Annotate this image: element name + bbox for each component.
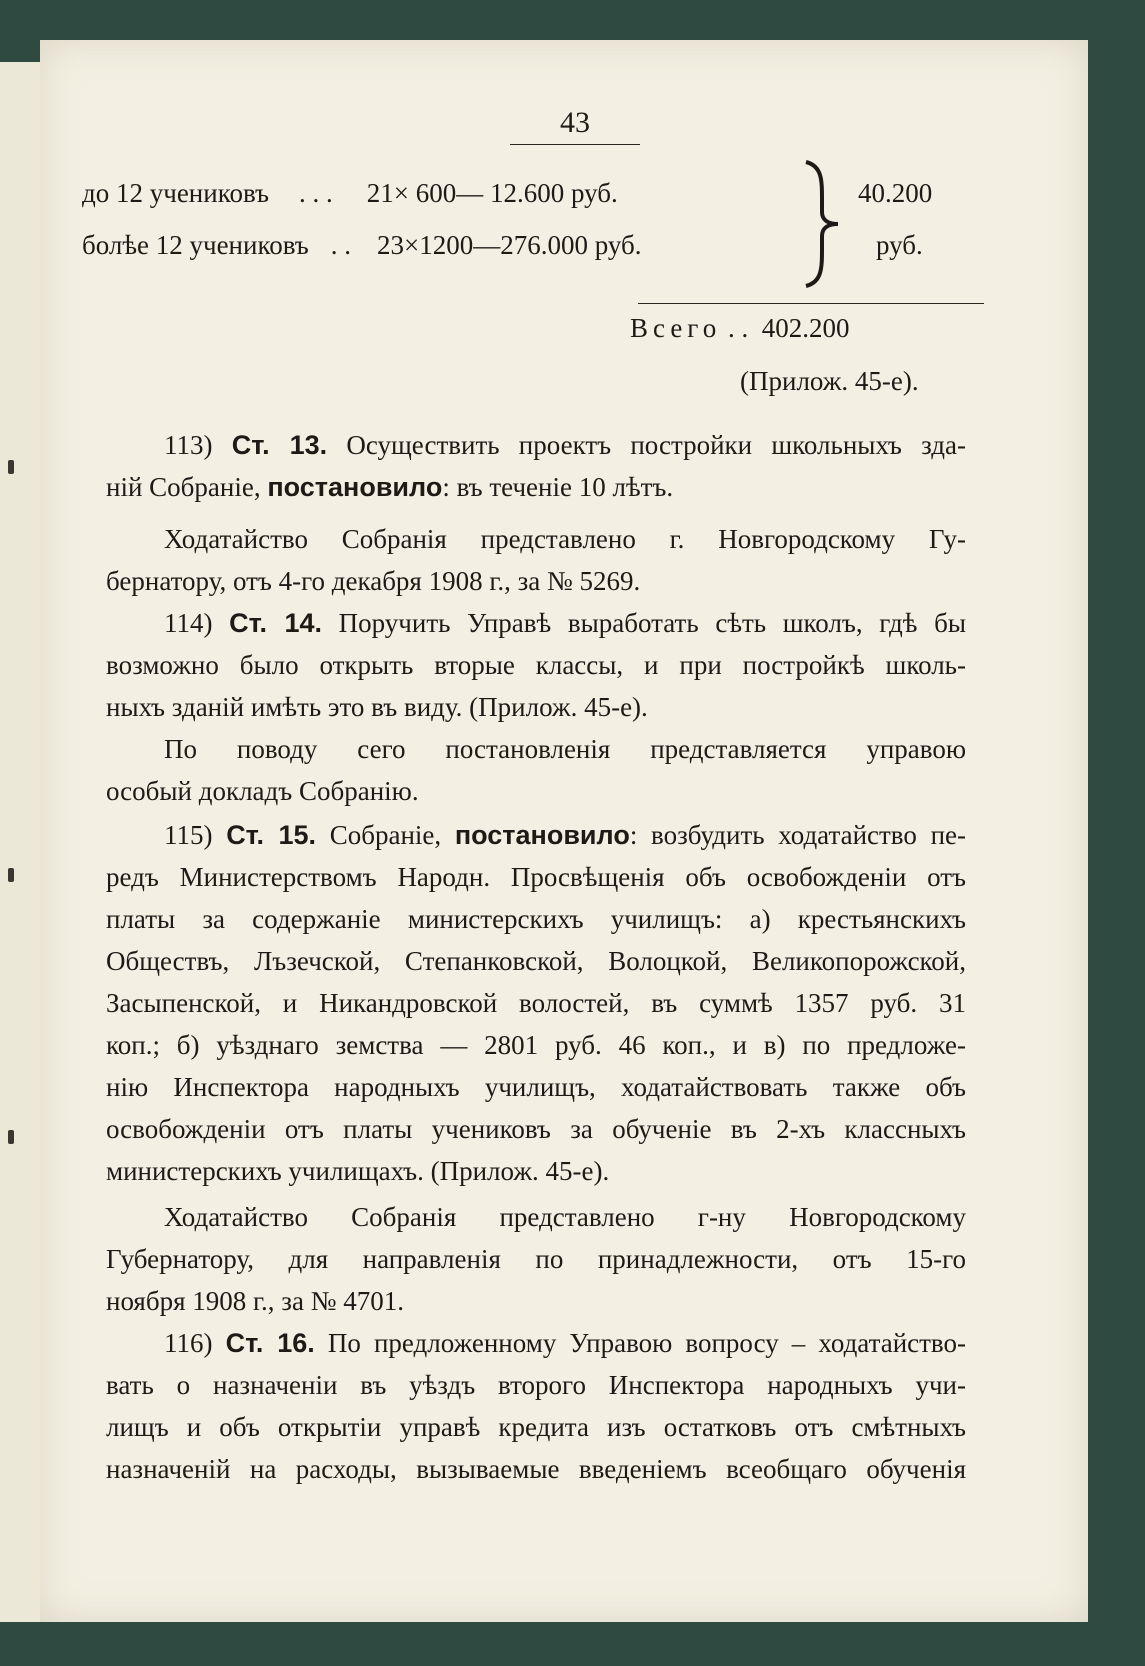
article-ref: Ст. 13. — [231, 430, 328, 460]
binding-mark — [8, 460, 14, 474]
text-line: 114) Ст. 14. Поручить Управѣ выработать сѣть школъ, гдѣ бы — [164, 608, 966, 638]
article-ref: Ст. 14. — [229, 608, 322, 638]
adjacent-page-edge — [0, 62, 42, 1622]
text-line: ныхъ зданій имѣть это въ виду. (Прилож. 45-е). — [106, 692, 648, 722]
total-label: Всего — [630, 313, 722, 343]
row-label: до 12 учениковъ — [82, 178, 269, 208]
text-line: По поводу сего постановленія представляется управою — [164, 734, 966, 764]
text-line: Ходатайство Собранія представлено г. Новгородскому Гу- — [164, 524, 966, 554]
section-113-note — [106, 518, 966, 602]
text-line: Засыпенской, и Никандровской волостей, въ суммѣ 1357 руб. 31 — [106, 988, 966, 1018]
table-row-1 — [82, 178, 618, 209]
section-115-note — [106, 1196, 966, 1322]
text-line: Ходатайство Собранія представлено г-ну Новгородскому — [164, 1202, 966, 1232]
section-115 — [106, 814, 966, 1192]
text-line: 113) Ст. 13. Осуществить проектъ постройки школьныхъ зда- — [164, 430, 966, 460]
section-113 — [106, 424, 966, 508]
text-line: назначеній на расходы, вызываемые введеніемъ всеобщаго обученія — [106, 1454, 966, 1484]
text-line: платы за содержаніе министерскихъ училищъ: а) крестьянскихъ — [106, 904, 966, 934]
subtotal-unit: руб. — [876, 230, 923, 260]
total-dots: . . — [727, 313, 749, 343]
text-line: 116) Ст. 16. По предложенному Управою вопросу – ходатайство- — [164, 1328, 966, 1358]
row-dots: . . . — [298, 178, 333, 208]
text-line: министерскихъ училищахъ. (Прилож. 45-е). — [106, 1156, 610, 1186]
text-line: лищъ и объ открытіи управѣ кредита изъ остатковъ отъ смѣтныхъ — [106, 1412, 966, 1442]
text-line: нію Инспектора народныхъ училищъ, ходатайствовать также объ — [106, 1072, 966, 1102]
article-ref: Ст. 16. — [225, 1328, 315, 1358]
sum-rule — [638, 303, 984, 304]
page-number: 43 — [510, 106, 640, 145]
article-ref: Ст. 15. — [226, 820, 317, 850]
text-line: редъ Министерствомъ Народн. Просвѣщенія объ освобожденіи отъ — [106, 862, 966, 892]
table-row-2 — [82, 230, 642, 261]
text-line: Обществъ, Лъзечской, Степанковской, Волоцкой, Великопорожской, — [106, 946, 966, 976]
binding-mark — [8, 868, 14, 882]
text-line: 115) Ст. 15. Собраніе, постановило: возбудить ходатайство пе- — [164, 820, 966, 850]
section-116 — [106, 1322, 966, 1490]
row-calc: 23×1200—276.000 руб. — [377, 230, 642, 260]
right-brace-icon — [802, 160, 842, 288]
binding-mark — [8, 1130, 14, 1144]
text-line: коп.; б) уѣзднаго земства — 2801 руб. 46 коп., и в) по предложе- — [106, 1030, 966, 1060]
total-row — [630, 313, 849, 344]
table-appendix: (Прилож. 45-е). — [740, 366, 919, 396]
subtotal-value: 40.200 — [858, 178, 933, 208]
text-line: возможно было открыть вторые классы, и при постройкѣ школь- — [106, 650, 966, 680]
text-line: освобожденіи отъ платы учениковъ за обученіе въ 2-хъ классныхъ — [106, 1114, 966, 1144]
row-calc: 21× 600— 12.600 руб. — [366, 178, 618, 208]
total-value: 402.200 — [761, 313, 850, 343]
text-line: ноября 1908 г., за № 4701. — [106, 1286, 404, 1316]
text-line: Губернатору, для направленія по принадлежности, отъ 15-го — [106, 1244, 966, 1274]
resolution-keyword: постановило — [454, 820, 630, 850]
text-line: ній Собраніе, постановило: въ теченіе 10 лѣтъ. — [106, 472, 674, 502]
resolution-keyword: постановило — [267, 472, 443, 502]
row-dots: . . — [330, 230, 351, 260]
text-line: бернатору, отъ 4-го декабря 1908 г., за № 5269. — [106, 566, 641, 596]
document-page — [40, 40, 1088, 1622]
text-line: особый докладъ Собранію. — [106, 776, 419, 806]
row-label: болѣе 12 учениковъ — [82, 230, 309, 260]
section-114 — [106, 602, 966, 728]
section-114-note — [106, 728, 966, 812]
text-line: вать о назначеніи въ уѣздъ второго Инспектора народныхъ учи- — [106, 1370, 966, 1400]
